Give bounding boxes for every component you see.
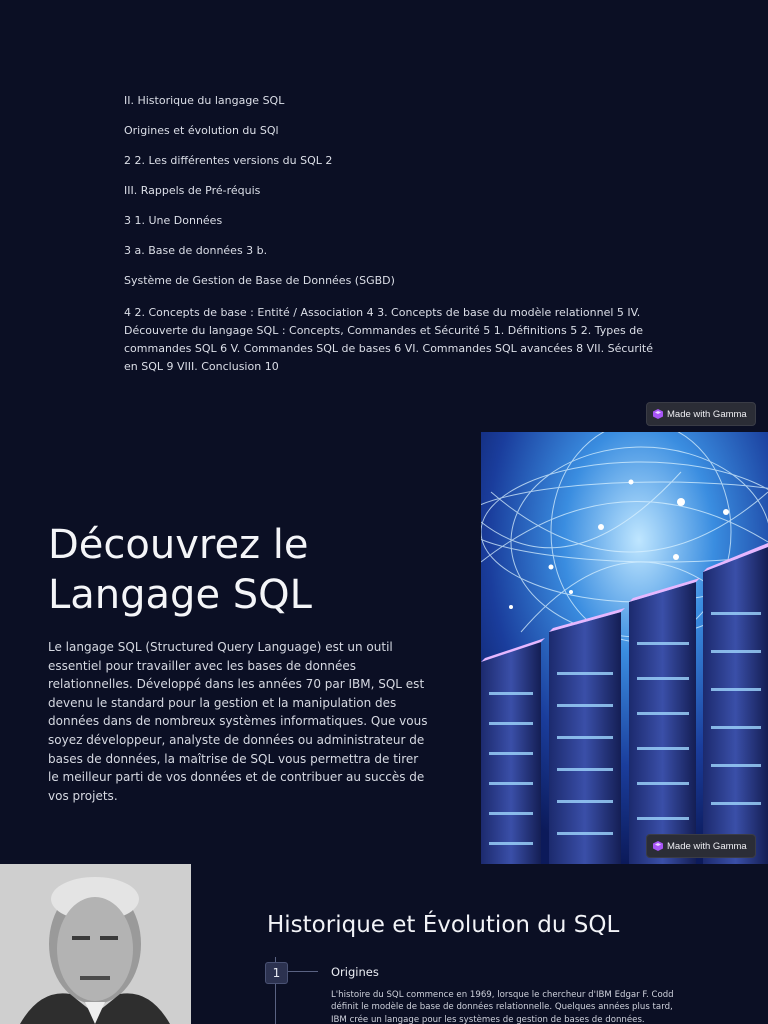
- toc-line: 3 a. Base de données 3 b.: [124, 244, 268, 257]
- edgar-codd-portrait: [0, 864, 191, 1024]
- gamma-logo-icon: [653, 409, 663, 419]
- badge-label: Made with Gamma: [667, 408, 747, 420]
- toc-paragraph: 4 2. Concepts de base : Entité / Association 4 3. Concepts de base du modèle relationnel 5 IV. Découverte du langage SQL : Concepts, Commandes et Sécurité 5 1. Définitions 5 2. Types de commandes SQL 6 V. Commandes SQL de bases 6 VI. Commandes SQL avancées 8 VII. Sécurité en SQL 9 VIII. Conclusion 10: [124, 306, 654, 373]
- hero-description: Le langage SQL (Structured Query Language) est un outil essentiel pour travailler avec les bases de données relationnelles. Développé dans les années 70 par IBM, SQL est devenu le standard pour la gestion et la manipulation des données dans de nombreux systèmes informatiques. Que vous soyez développeur, analyste de données ou administrateur de bases de données, la maîtrise de SQL vous permettra de tirer le meilleur parti de vos données et de contribuer au succès de vos projets.: [48, 640, 428, 803]
- table-of-contents: [124, 94, 654, 376]
- made-with-gamma-badge[interactable]: [646, 402, 756, 426]
- timeline-connector: [286, 971, 318, 972]
- toc-line: 2 2. Les différentes versions du SQL 2: [124, 154, 333, 167]
- history-section-title: Historique et Évolution du SQL: [267, 912, 620, 938]
- toc-line: 3 1. Une Données: [124, 214, 223, 227]
- badge-label: Made with Gamma: [667, 840, 747, 852]
- timeline-step-heading: Origines: [331, 965, 379, 979]
- timeline-step-number: 1: [265, 962, 288, 984]
- gamma-logo-icon: [653, 841, 663, 851]
- hero-title-line-2: Langage SQL: [48, 572, 312, 618]
- toc-line: III. Rappels de Pré-réquis: [124, 184, 261, 197]
- made-with-gamma-badge[interactable]: [646, 834, 756, 858]
- server-network-image: [481, 432, 768, 864]
- toc-line: Origines et évolution du SQl: [124, 124, 279, 137]
- hero-title: [48, 520, 312, 620]
- hero-title-line-1: Découvrez le: [48, 522, 309, 568]
- toc-line: Système de Gestion de Base de Données (SGBD): [124, 274, 395, 287]
- timeline-step-text: L'histoire du SQL commence en 1969, lorsque le chercheur d'IBM Edgar F. Codd définit le modèle de base de données relationnelle. Quelques années plus tard, IBM crée un langage pour les systèmes de gestion de bases de données.: [331, 990, 674, 1024]
- toc-line: II. Historique du langage SQL: [124, 94, 285, 107]
